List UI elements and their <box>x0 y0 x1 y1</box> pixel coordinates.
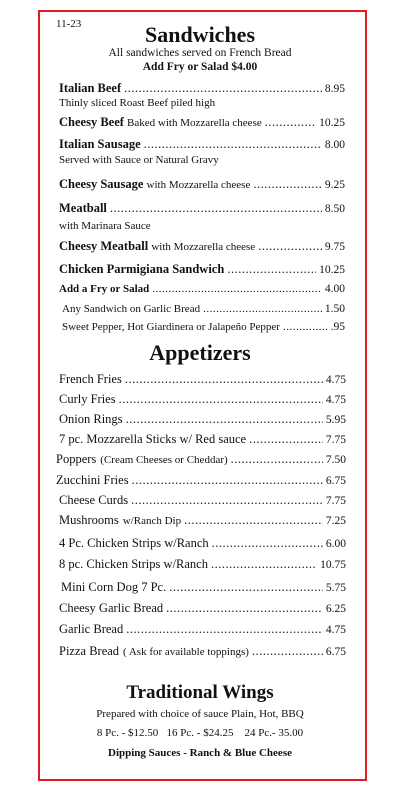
item-price: 6.75 <box>325 646 346 658</box>
item-description: Served with Sauce or Natural Gravy <box>59 154 219 166</box>
item-price: 1.50 <box>324 303 345 315</box>
item-name: Zucchini Fries <box>56 473 129 487</box>
item-price: 9.25 <box>324 179 345 191</box>
appetizer-item <box>56 473 346 488</box>
item-price: 4.75 <box>325 374 346 386</box>
appetizer-item <box>59 412 346 427</box>
item-name: Cheesy Meatball <box>59 239 149 253</box>
sandwiches-title: Sandwiches <box>144 22 256 47</box>
sandwich-item <box>59 201 345 216</box>
item-price: 4.00 <box>324 283 345 295</box>
item-note: w/Ranch Dip <box>122 515 182 527</box>
appetizer-item <box>59 644 346 659</box>
item-note: ( Ask for available toppings) <box>123 646 249 658</box>
appetizers-title: Appetizers <box>149 340 251 365</box>
item-name: Pizza Bread <box>59 644 120 658</box>
item-name: Cheese Curds <box>59 493 129 507</box>
item-name: Add a Fry or Salad <box>59 283 150 295</box>
item-name: 4 Pc. Chicken Strips w/Ranch <box>59 536 209 550</box>
item-name: Mini Corn Dog 7 Pc. <box>61 580 167 594</box>
appetizer-item <box>59 557 346 572</box>
item-price: 7.75 <box>325 495 346 507</box>
item-price: 6.75 <box>325 475 346 487</box>
item-name: Cheesy Garlic Bread <box>59 601 164 615</box>
item-price: .95 <box>330 321 345 333</box>
item-name: French Fries <box>59 372 122 386</box>
appetizer-item <box>59 372 346 387</box>
extra-item <box>62 321 345 333</box>
item-inline-desc: with Mozzarella cheese <box>146 179 251 191</box>
item-name: Any Sandwich on Garlic Bread <box>62 303 201 315</box>
item-name: Onion Rings <box>59 412 123 426</box>
wings-prices: 8 Pc. - $12.50 16 Pc. - $24.25 24 Pc.- 35.00 <box>96 727 304 739</box>
appetizer-item <box>61 580 346 595</box>
item-price: 4.75 <box>325 394 346 406</box>
item-price: 6.25 <box>325 603 346 615</box>
item-note: (Cream Cheeses or Cheddar) <box>100 454 228 466</box>
item-name: Chicken Parmigiana Sandwich <box>59 262 225 276</box>
item-name: Meatball <box>59 201 107 215</box>
item-name: Mushrooms <box>59 513 119 527</box>
item-price: 9.75 <box>324 241 345 253</box>
sandwich-item <box>59 177 345 192</box>
item-name: Italian Beef <box>59 81 122 95</box>
item-name: 8 pc. Chicken Strips w/Ranch <box>59 557 208 571</box>
menu-code: 11-23 <box>56 18 82 30</box>
sandwich-item <box>59 81 345 96</box>
wings-subtitle: Prepared with choice of sauce Plain, Hot, BBQ <box>96 708 304 720</box>
item-price: 5.75 <box>325 582 346 594</box>
sandwich-item <box>59 283 345 295</box>
item-price: 7.25 <box>325 515 346 527</box>
item-price: 7.75 <box>325 434 346 446</box>
sandwich-item <box>59 115 345 130</box>
item-price: 7.50 <box>325 454 346 466</box>
item-price: 4.75 <box>325 624 346 636</box>
item-name: Curly Fries <box>59 392 116 406</box>
appetizer-item <box>59 536 346 551</box>
sandwich-item <box>59 137 345 152</box>
sandwich-item <box>59 239 345 254</box>
item-price: 10.25 <box>319 117 345 129</box>
sandwiches-subtitle: All sandwiches served on French Bread <box>108 47 292 59</box>
item-price: 8.95 <box>324 83 345 95</box>
item-name: Italian Sausage <box>59 137 141 151</box>
item-name: Cheesy Sausage <box>59 177 144 191</box>
item-price: 10.25 <box>319 264 345 276</box>
item-name: Garlic Bread <box>59 622 124 636</box>
dipping-sauces: Dipping Sauces - Ranch & Blue Cheese <box>108 747 292 759</box>
item-name: 7 pc. Mozzarella Sticks w/ Red sauce <box>59 432 247 446</box>
item-price: 8.50 <box>324 203 345 215</box>
appetizer-item <box>59 513 346 528</box>
item-inline-desc: Baked with Mozzarella cheese <box>127 117 262 129</box>
appetizer-item <box>56 452 346 467</box>
item-price: 10.75 <box>320 559 346 571</box>
item-name: Poppers <box>56 452 97 466</box>
wings-title: Traditional Wings <box>126 682 274 703</box>
sandwiches-addon: Add Fry or Salad $4.00 <box>142 61 258 73</box>
appetizer-item <box>59 392 346 407</box>
item-price: 6.00 <box>325 538 346 550</box>
appetizer-item <box>59 432 346 447</box>
item-price: 8.00 <box>324 139 345 151</box>
sandwich-item <box>59 262 345 277</box>
extra-item <box>62 303 345 315</box>
item-name: Cheesy Beef <box>59 115 124 129</box>
item-description: with Marinara Sauce <box>59 220 151 232</box>
item-price: 5.95 <box>325 414 346 426</box>
item-inline-desc: with Mozzarella cheese <box>151 241 256 253</box>
item-name: Sweet Pepper, Hot Giardinera or Jalapeño Pepper <box>62 321 280 333</box>
item-description: Thinly sliced Roast Beef piled high <box>59 97 216 109</box>
appetizer-item <box>59 622 346 637</box>
appetizer-item <box>59 601 346 616</box>
appetizer-item <box>59 493 346 508</box>
